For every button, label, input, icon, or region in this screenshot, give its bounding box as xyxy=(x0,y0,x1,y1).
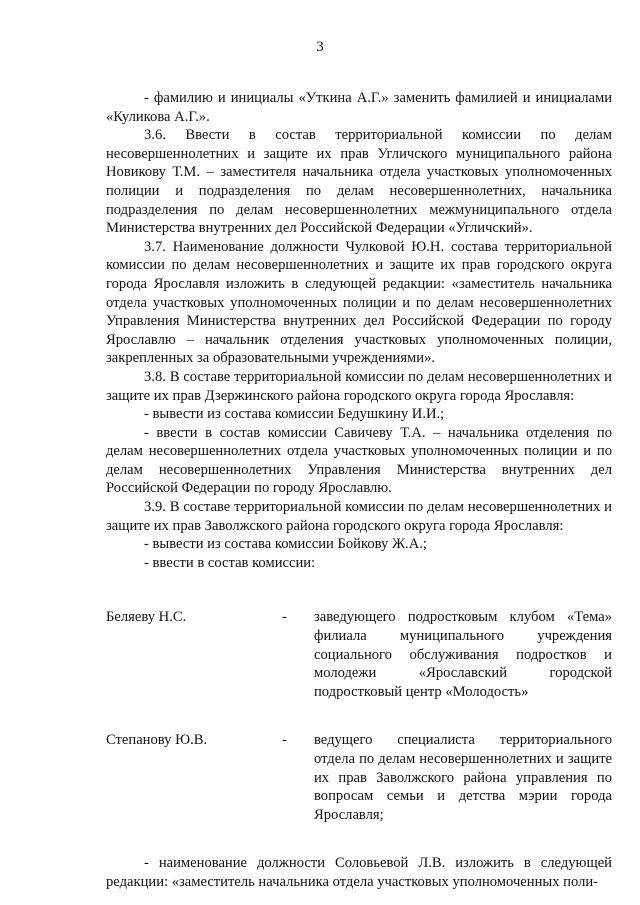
paragraph-remove-bedushkina: - вывести из состава комиссии Бедушкину И.И.; xyxy=(144,406,445,423)
paragraph-add-savicheva: - ввести в состав комиссии Савичеву Т.А. – начальника отделения по делам несовершеннолетних отдела участковых уполномоченных полиции и по делам несовершеннолетних Управления Министерства внутренних дел Российской Федерации по городу Ярославлю. xyxy=(106,424,612,497)
paragraph-3-8: 3.8. В составе территориальной комиссии по делам несовершеннолетних и защите их прав Дзержинского района городского округа города Ярославля: xyxy=(106,368,612,404)
paragraph-add-members: - ввести в состав комиссии: xyxy=(144,554,316,571)
paragraph-rename-utkin: - фамилию и инициалы «Уткина А.Г.» заменить фамилией и инициалами «Куликова А.Г.». xyxy=(106,90,612,125)
paragraph-3-7: 3.7. Наименование должности Чулковой Ю.Н. состава территориальной комиссии по делам несовершеннолетних и защите их прав городского округа города Ярославля изложить в следующей редакции: «заместитель начальника отдела участковых уполномоченных полиции и по делам несовершеннолетних Управления Министерства внутренних дел Российской Федерации по городу Ярославлю – начальник отделения участковых уполномоченных полиции, закрепленных за образовательными учреждениями». xyxy=(106,238,612,367)
list-item xyxy=(106,731,612,824)
document-body xyxy=(106,89,612,892)
list-item xyxy=(106,608,612,701)
paragraph-3-9: 3.9. В составе территориальной комиссии по делам несовершеннолетних и защите их прав Заволжского района городского округа города Ярославля: xyxy=(106,499,612,534)
page-number: 3 xyxy=(316,39,324,55)
member-dash: - xyxy=(282,609,287,626)
member-dash: - xyxy=(282,732,287,749)
member-description: заведующего подростковым клубом «Тема» филиала муниципального учреждения социального обслуживания подростков и молодежи «Ярославский городской подростковый центр «Молодость» xyxy=(314,609,612,700)
paragraph-rename-solovyeva: - наименование должности Соловьевой Л.В. изложить в следующей редакции: «заместитель начальника отдела участковых уполномоченных поли- xyxy=(106,855,612,890)
paragraph-remove-boykova: - вывести из состава комиссии Бойкову Ж.А.; xyxy=(144,536,427,553)
member-name: Степанову Ю.В. xyxy=(106,732,208,749)
member-description: ведущего специалиста территориального отдела по делам несовершеннолетних и защите их прав Заволжского района управления по вопросам семьи и детства мэрии города Ярославля; xyxy=(314,732,612,823)
paragraph-3-6: 3.6. Ввести в состав территориальной комиссии по делам несовершеннолетних и защите их прав Угличского муниципального района Новикову Т.М. – заместителя начальника отдела участковых уполномоченных полиции и подразделения по делам несовершеннолетних, начальника подразделения по делам несовершеннолетних межмуниципального отдела Министерства внутренних дел Российской Федерации «Угличский». xyxy=(106,127,612,237)
member-list xyxy=(106,608,612,824)
member-name: Беляеву Н.С. xyxy=(106,609,187,626)
